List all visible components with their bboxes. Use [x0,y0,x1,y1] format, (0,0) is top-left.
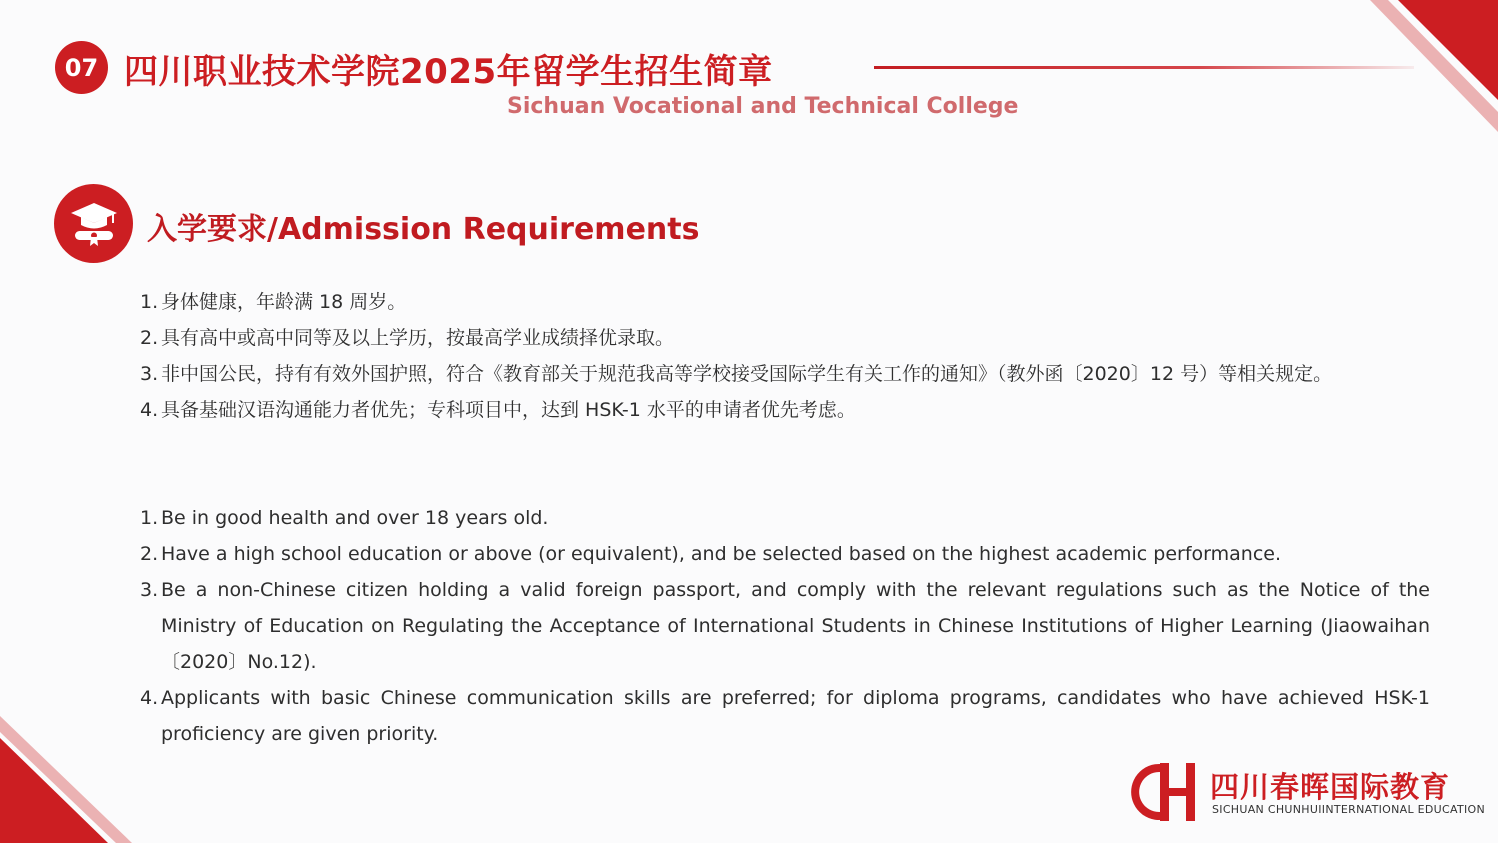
bottom-left-corner-decoration [0,708,140,843]
page-title: 四川职业技术学院2025年留学生招生简章 [124,52,773,92]
logo-name-chinese: 四川春晖国际教育 [1210,770,1451,804]
list-item-text: 具有高中或高中同等及以上学历，按最高学业成绩择优录取。 [161,327,675,349]
list-item-text: Applicants with basic Chinese communication skills are preferred; for diploma programs, candidates who have achieved HSK-1 proficiency are given priority. [161,687,1430,745]
list-item [140,356,1430,392]
list-item-text: Have a high school education or above (or equivalent), and be selected based on the highest academic performance. [161,543,1282,565]
requirements-list-english [140,500,1430,752]
list-item-text: 身体健康，年龄满 18 周岁。 [161,291,407,313]
list-item-text: Be a non-Chinese citizen holding a valid foreign passport, and comply with the relevant regulations such as the Notice of the Ministry of Education on Regulating the Acceptance of International Students in Chinese Institutions of Higher Learning (Jiaowaihan〔2020〕No.12). [161,579,1430,673]
list-item-index: 2. [140,327,159,349]
list-item [140,572,1430,680]
list-item-index: 3. [140,363,159,385]
list-item-index: 1. [140,507,159,529]
graduation-cap-icon [54,184,133,263]
list-item-index: 1. [140,291,159,313]
list-item [140,284,1430,320]
list-item-text: Be in good health and over 18 years old. [161,507,549,529]
list-item [140,536,1430,572]
list-item-text: 非中国公民，持有有效外国护照，符合《教育部关于规范我高等学校接受国际学生有关工作的通知》（教外函〔2020〕12 号）等相关规定。 [161,363,1333,385]
list-item [140,392,1430,428]
requirements-list-chinese [140,284,1430,428]
logo-name-english: SICHUAN CHUNHUIINTERNATIONAL EDUCATION [1212,803,1486,816]
list-item [140,320,1430,356]
list-item [140,680,1430,752]
logo-mark-icon [1130,761,1205,823]
list-item-index: 4. [140,399,159,421]
page-subtitle: Sichuan Vocational and Technical College [507,94,1019,119]
title-divider-line [874,66,1414,69]
list-item-index: 4. [140,687,159,709]
section-number-badge: 07 [55,41,108,94]
list-item-index: 2. [140,543,159,565]
list-item [140,500,1430,536]
list-item-text: 具备基础汉语沟通能力者优先；专科项目中，达到 HSK-1 水平的申请者优先考虑。 [161,399,856,421]
list-item-index: 3. [140,579,159,601]
section-heading: 入学要求/Admission Requirements [147,212,700,247]
company-logo [1130,761,1486,823]
